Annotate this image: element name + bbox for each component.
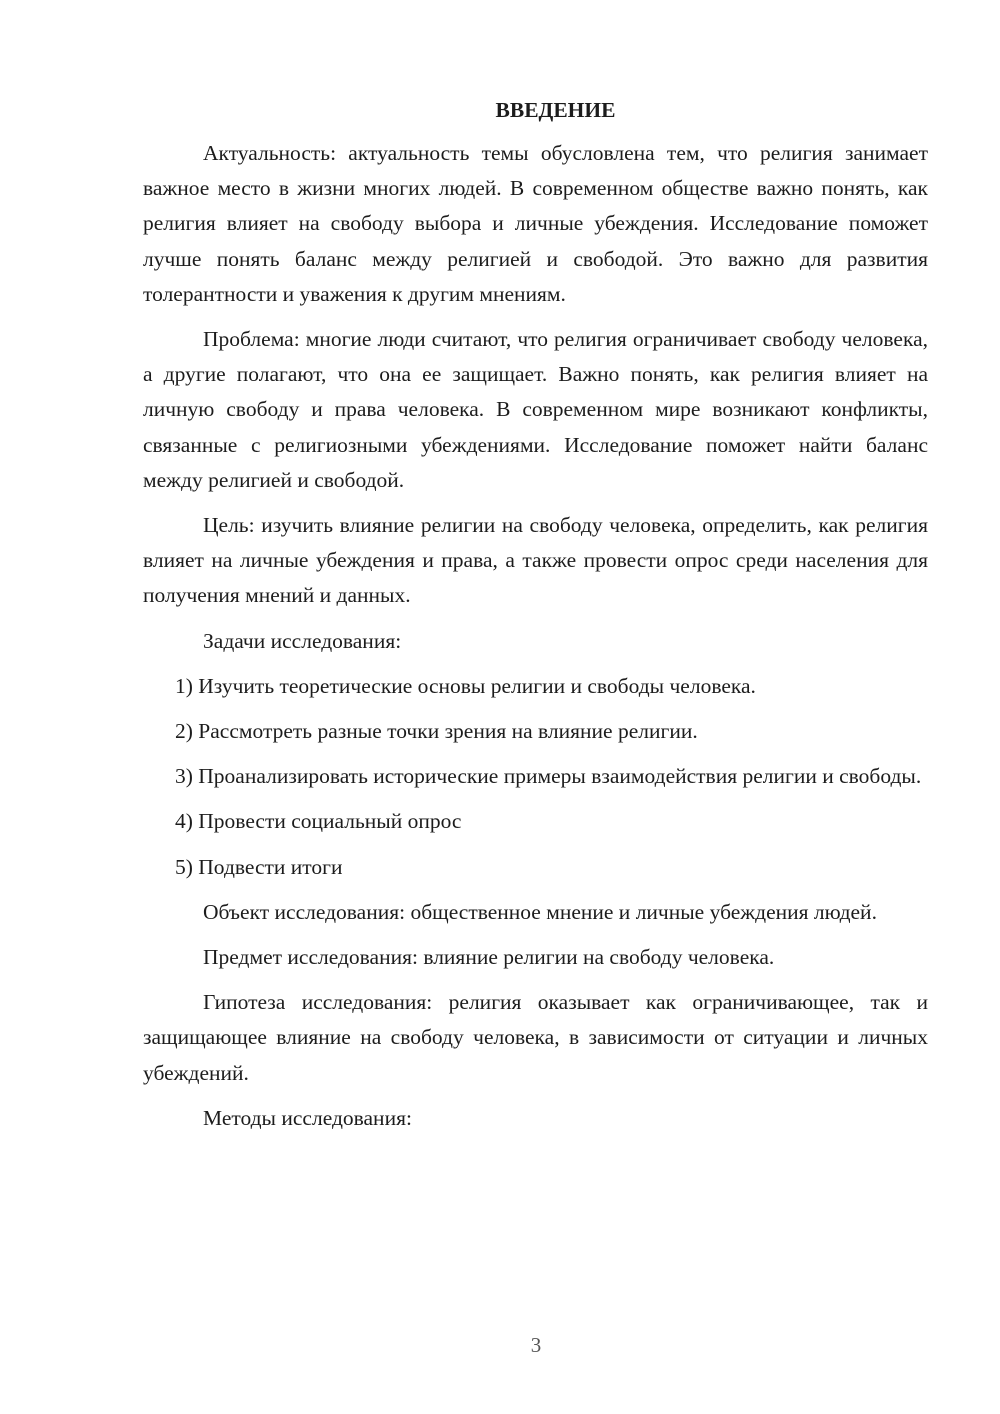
problem-paragraph: Проблема: многие люди считают, что религия ограничивает свободу человека, а другие полагают, что она ее защищает. Важно понять, как религия влияет на личную свободу и права человека. В современном мире возникают конфликты, связанные с религиозными убеждениями. Исследование поможет найти баланс между религией и свободой. — [143, 327, 928, 492]
object-paragraph: Объект исследования: общественное мнение и личные убеждения людей. — [203, 899, 877, 924]
task-item: 1) Изучить теоретические основы религии и свободы человека. — [175, 673, 756, 698]
subject-paragraph: Предмет исследования: влияние религии на свободу человека. — [203, 945, 775, 970]
task-item: 4) Провести социальный опрос — [175, 809, 462, 834]
hypothesis-paragraph: Гипотеза исследования: религия оказывает как ограничивающее, так и защищающее влияние на свободу человека, в зависимости от ситуации и личных убеждений. — [143, 990, 928, 1085]
page-number: 3 — [530, 1333, 542, 1357]
relevance-paragraph: Актуальность: актуальность темы обусловлена тем, что религия занимает важное место в жизни многих людей. В современном обществе важно понять, как религия влияет на свободу выбора и личные убеждения. Исследование поможет лучше понять баланс между религией и свободой. Это важно для развития толерантности и уважения к другим мнениям. — [143, 141, 928, 306]
goal-paragraph: Цель: изучить влияние религии на свободу человека, определить, как религия влияет на личные убеждения и права, а также провести опрос среди населения для получения мнений и данных. — [143, 513, 928, 608]
task-item: 5) Подвести итоги — [175, 854, 343, 879]
page-title: ВВЕДЕНИЕ — [495, 98, 616, 122]
methods-heading: Методы исследования: — [203, 1105, 412, 1130]
tasks-heading: Задачи исследования: — [203, 628, 402, 653]
task-item: 2) Рассмотреть разные точки зрения на влияние религии. — [175, 719, 698, 744]
task-item: 3) Проанализировать исторические примеры взаимодействия религии и свободы. — [175, 764, 922, 789]
document-page — [143, 92, 928, 1146]
